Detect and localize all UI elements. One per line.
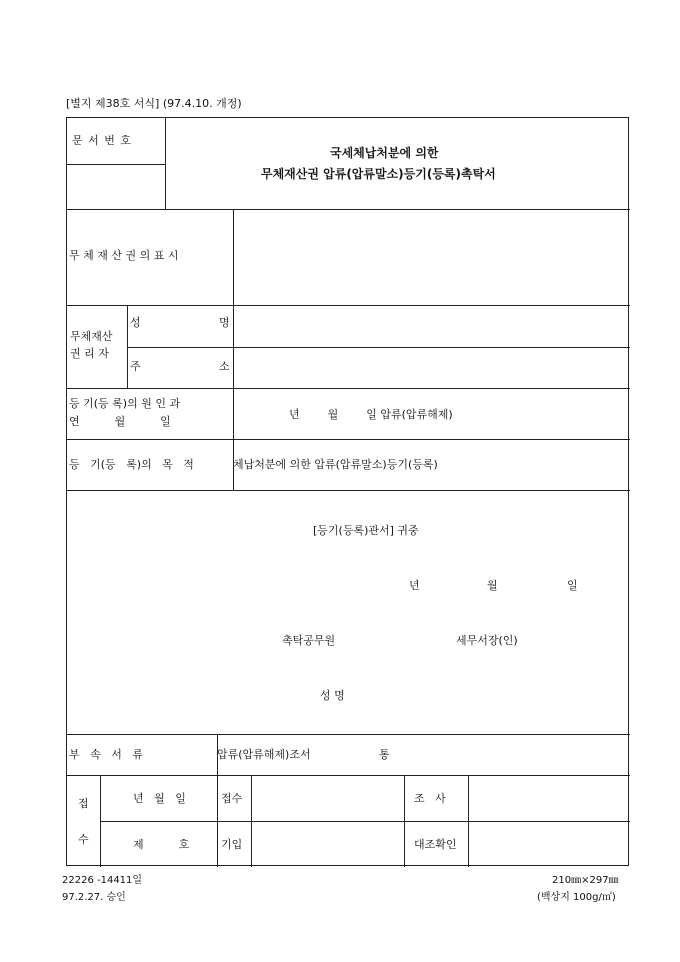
divider [67, 490, 630, 491]
verify-field[interactable] [468, 822, 628, 865]
requesting-official-label: 촉탁공무원 [282, 634, 336, 647]
ip-display-field[interactable] [234, 210, 628, 304]
divider [67, 439, 630, 440]
attachments-value: 압류(압류해제)조서 [217, 748, 311, 761]
inspect-field[interactable] [468, 776, 628, 819]
footer-paper-type: (백상지 100g/㎡) [537, 892, 616, 903]
verify-label: 대조확인 [414, 838, 457, 851]
holder-addr-field[interactable] [234, 348, 628, 386]
cause-value: 년 월 일 압류(압류해제) [289, 408, 453, 421]
divider [67, 388, 630, 389]
received-field[interactable] [252, 776, 402, 819]
reception-label-bottom: 수 [78, 833, 89, 846]
holder-name-label-a: 성 [130, 316, 141, 329]
cause-label-line1: 등 기(등 록)의 원 인 과 [69, 397, 181, 410]
attachments-count-unit: 통 [379, 748, 390, 761]
footer-approval: 97.2.27. 승인 [62, 892, 126, 903]
ip-display-label: 무 체 재 산 권 의 표 시 [69, 249, 179, 262]
divider [100, 775, 101, 867]
purpose-label: 등 기(등 록)의 목 적 [69, 458, 194, 471]
form-reference: [별지 제38호 서식] (97.4.10. 개정) [66, 97, 242, 110]
divider [67, 734, 630, 735]
holder-name-label-b: 명 [219, 316, 230, 329]
holder-label-line1: 무체재산 [70, 330, 113, 343]
reception-number-label: 제 호 [133, 838, 190, 851]
purpose-value: 체납처분에 의한 압류(압류말소)등기(등록) [233, 458, 438, 471]
divider [165, 118, 166, 209]
reception-date-label: 년 월 일 [133, 792, 186, 805]
tax-office-head-label: 세무서장(인) [456, 634, 518, 647]
holder-label-line2: 권 리 자 [70, 347, 109, 360]
reception-label-top: 접 [78, 797, 89, 810]
attachments-label: 부 속 서 류 [69, 748, 143, 761]
footer-paper-size: 210㎜×297㎜ [552, 875, 619, 886]
form-title-line1: 국세체납처분에 의한 [330, 146, 439, 160]
footer-code: 22226 -14411일 [62, 875, 143, 886]
divider [127, 305, 128, 388]
doc-number-label: 문 서 번 호 [72, 134, 132, 147]
holder-addr-label-a: 주 [130, 360, 141, 373]
form-title-line2: 무체재산권 압류(압류말소)등기(등록)촉탁서 [261, 167, 496, 181]
addressee: [등기(등록)관서] 귀중 [313, 524, 419, 537]
date-month: 월 [487, 579, 498, 592]
date-year: 년 [409, 579, 420, 592]
entered-label: 기입 [221, 838, 243, 851]
doc-number-field[interactable] [67, 164, 163, 206]
signer-name-label: 성 명 [320, 689, 345, 702]
divider [404, 775, 405, 867]
received-label: 접수 [221, 792, 243, 805]
holder-name-field[interactable] [234, 306, 628, 345]
date-day: 일 [567, 579, 578, 592]
cause-label-line2: 연 월 일 [69, 415, 171, 428]
holder-addr-label-b: 소 [219, 360, 230, 373]
inspect-label: 조 사 [414, 792, 446, 805]
entered-field[interactable] [252, 822, 402, 865]
